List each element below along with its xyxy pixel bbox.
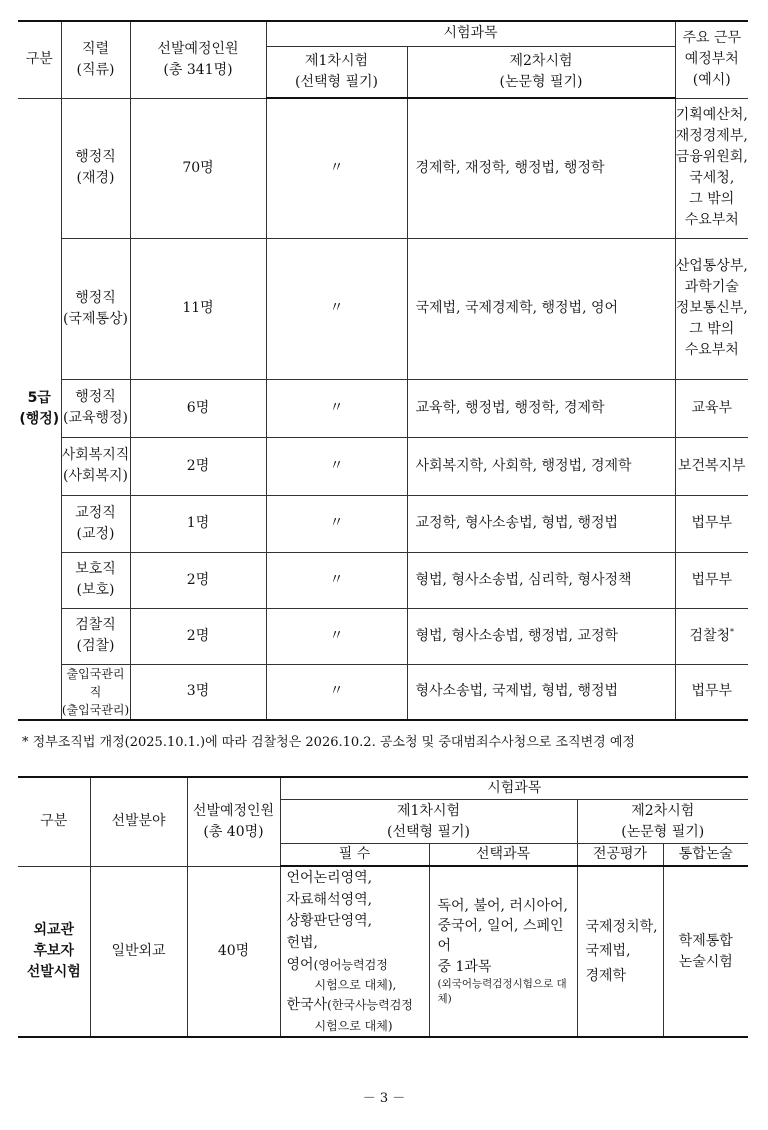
header-field: 선발분야 [90,777,187,866]
jikryeol-cell: 교정직 (교정) [61,495,130,552]
header-jikryeol: 직렬 (직류) [61,21,130,98]
footnote: * 정부조직법 개정(2025.10.1.)에 따라 검찰청은 2026.10.2. 공소청 및 중대범죄수사청으로 조직변경 예정 [22,735,635,750]
dept-cell: 법무부 [675,495,748,552]
header-first-exam: 제1차시험 (선택형 필기) [280,800,577,844]
jikryeol-cell: 사회복지직 (사회복지) [61,437,130,495]
jikryeol-cell: 검찰직 (검찰) [61,608,130,664]
header-second-exam: 제2차시험 (논문형 필기) [407,46,675,98]
dept-cell: 검찰청* [675,608,748,664]
second-exam-cell: 경제학, 재정학, 행정법, 행정학 [407,98,675,238]
table-row [18,664,748,720]
header-integrated: 통합논술 [663,844,748,867]
dept-cell: 기획예산처, 재정경제부, 금융위원회, 국세청, 그 밖의 수요부처 [675,98,748,238]
integrated-cell: 학제통합 논술시험 [663,866,748,1037]
second-exam-cell: 교육학, 행정법, 행정학, 경제학 [407,379,675,437]
jikryeol-cell: 행정직 (교육행정) [61,379,130,437]
jikryeol-cell: 행정직 (재경) [61,98,130,238]
header-required: 필 수 [280,844,429,867]
table-row [18,238,748,379]
jikryeol-cell: 행정직 (국제통상) [61,238,130,379]
header-gubun: 구분 [18,777,90,866]
count-cell: 11명 [130,238,266,379]
count-cell: 70명 [130,98,266,238]
table-row [18,379,748,437]
exam-table-5th-grade [18,20,748,721]
header-gubun: 구분 [18,21,61,98]
jikryeol-cell: 보호직 (보호) [61,552,130,608]
first-exam-cell: 〃 [266,664,407,720]
dept-cell: 법무부 [675,552,748,608]
second-exam-cell: 국제법, 국제경제학, 행정법, 영어 [407,238,675,379]
jikryeol-cell: 출입국관리직 (출입국관리) [61,664,130,720]
count-cell: 2명 [130,608,266,664]
header-seonbal: 선발예정인원 (총 40명) [187,777,280,866]
dept-cell: 교육부 [675,379,748,437]
header-major: 전공평가 [577,844,663,867]
major-cell: 국제정치학, 국제법, 경제학 [577,866,663,1037]
count-cell: 3명 [130,664,266,720]
table-row [18,495,748,552]
dept-cell: 산업통상부, 과학기술 정보통신부, 그 밖의 수요부처 [675,238,748,379]
table-row [18,866,748,1037]
header-siheom: 시험과목 [266,21,675,46]
group-label: 5급 (행정) [18,98,61,720]
header-second-exam: 제2차시험 (논문형 필기) [577,800,748,844]
first-exam-cell: 〃 [266,608,407,664]
count-cell: 2명 [130,437,266,495]
dept-cell: 법무부 [675,664,748,720]
table-row [18,552,748,608]
second-exam-cell: 형법, 형사소송법, 심리학, 형사정책 [407,552,675,608]
table-row [18,437,748,495]
required-cell: 언어논리영역, 자료해석영역, 상황판단영역, 헌법, 영어(영어능력검정 시험으로 대체), 한국사(한국사능력검정 시험으로 대체) [280,866,429,1037]
header-seonbal: 선발예정인원 (총 341명) [130,21,266,98]
first-exam-cell: 〃 [266,238,407,379]
first-exam-cell: 〃 [266,98,407,238]
first-exam-cell: 〃 [266,552,407,608]
footnote-mark: * [730,626,735,636]
page-number: － 3 － [362,1091,406,1106]
count-cell: 1명 [130,495,266,552]
elective-cell: 독어, 불어, 러시아어, 중국어, 일어, 스페인어 중 1과목 (외국어능력검정시험으로 대체) [429,866,577,1037]
table-row [18,608,748,664]
first-exam-cell: 〃 [266,379,407,437]
count-cell: 6명 [130,379,266,437]
second-exam-cell: 사회복지학, 사회학, 행정법, 경제학 [407,437,675,495]
header-dept: 주요 근무 예정부처 (예시) [675,21,748,98]
second-exam-cell: 형사소송법, 국제법, 형법, 행정법 [407,664,675,720]
second-exam-cell: 교정학, 형사소송법, 형법, 행정법 [407,495,675,552]
header-elective: 선택과목 [429,844,577,867]
exam-table-diplomat [18,776,748,1038]
header-siheom: 시험과목 [280,777,748,800]
count-cell: 40명 [187,866,280,1037]
first-exam-cell: 〃 [266,495,407,552]
count-cell: 2명 [130,552,266,608]
header-first-exam: 제1차시험 (선택형 필기) [266,46,407,98]
second-exam-cell: 형법, 형사소송법, 행정법, 교정학 [407,608,675,664]
gubun-cell: 외교관 후보자 선발시험 [18,866,90,1037]
table-row [18,98,748,238]
first-exam-cell: 〃 [266,437,407,495]
field-cell: 일반외교 [90,866,187,1037]
dept-cell: 보건복지부 [675,437,748,495]
